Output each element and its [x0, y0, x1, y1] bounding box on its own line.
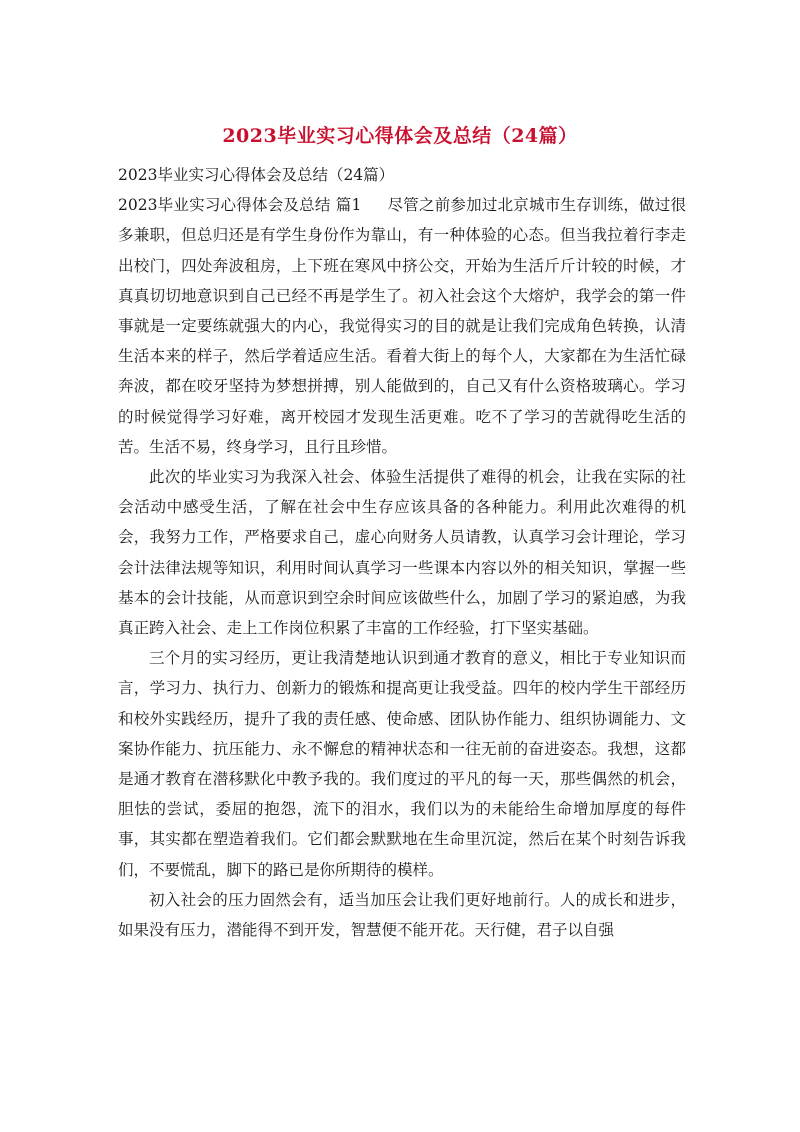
document-title: 2023毕业实习心得体会及总结（24篇）	[222, 125, 578, 147]
document-subtitle: 2023毕业实习心得体会及总结（24篇）	[118, 166, 395, 184]
first-paragraph	[118, 190, 686, 462]
paragraph: 此次的毕业实习为我深入社会、体验生活提供了难得的机会，让我在实际的社会活动中感受生活，了解在社会中生存应该具备的各种能力。利用此次难得的机会，我努力工作，严格要求自己，虚心向财务人员请教，认真学习会计理论，学习会计法律法规等知识，利用时间认真学习一些课本内容以外的相关知识，掌握一些基本的会计技能，从而意识到空余时间应该做些什么，加剧了学习的紧迫感，为我真正跨入社会、走上工作岗位积累了丰富的工作经验，打下坚实基础。	[118, 468, 686, 638]
paragraph: 初入社会的压力固然会有，适当加压会让我们更好地前行。人的成长和进步，如果没有压力，潜能得不到开发，智慧便不能开花。天行健，君子以自强	[118, 890, 686, 940]
paragraph-text: 尽管之前参加过北京城市生存训练，做过很多兼职，但总归还是有学生身份作为靠山，有一种体验的心态。但当我拉着行李走出校门，四处奔波租房，上下班在寒风中挤公交，开始为生活斤斤计较的时候，才真真切切地意识到自己已经不再是学生了。初入社会这个大熔炉，我学会的第一件事就是一定要练就强大的内心，我觉得实习的目的就是让我们完成角色转换，认清生活本来的样子，然后学着适应生活。看着大街上的每个人，大家都在为生活忙碌奔波，都在咬牙坚持为梦想拼搏，别人能做到的，自己又有什么资格玻璃心。学习的时候觉得学习好难，离开校园才发现生活更难。吃不了学习的苦就得吃生活的苦。生活不易，终身学习，且行且珍惜。	[118, 196, 686, 456]
document-body	[118, 160, 686, 945]
section-heading: 2023毕业实习心得体会及总结 篇1	[118, 196, 362, 215]
paragraph: 三个月的实习经历，更让我清楚地认识到通才教育的意义，相比于专业知识而言，学习力、执行力、创新力的锻炼和提高更让我受益。四年的校内学生干部经历和校外实践经历，提升了我的责任感、使命感、团队协作能力、组织协调能力、文案协作能力、抗压能力、永不懈怠的精神状态和一往无前的奋进姿态。我想，这都是通才教育在潜移默化中教予我的。我们度过的平凡的每一天，那些偶然的机会，胆怯的尝试，委屈的抱怨，流下的泪水，我们以为的未能给生命增加厚度的每件事，其实都在塑造着我们。它们都会默默地在生命里沉淀，然后在某个时刻告诉我们，不要慌乱，脚下的路已是你所期待的模样。	[118, 649, 686, 879]
